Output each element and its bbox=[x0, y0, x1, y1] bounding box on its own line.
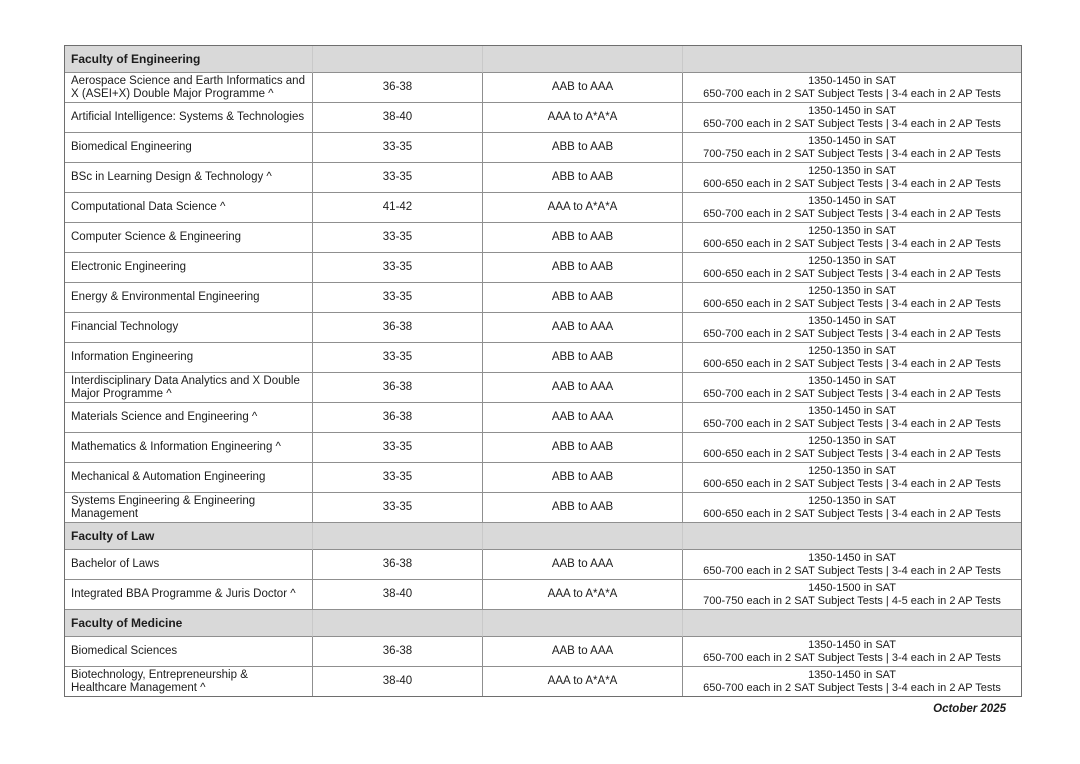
sat-score-line: 1350-1450 in SAT bbox=[808, 194, 896, 207]
sat-requirements-cell bbox=[683, 373, 1021, 403]
programme-row bbox=[65, 433, 1021, 463]
alevel-grades-cell: ABB to AAB bbox=[483, 433, 683, 463]
programme-name-cell: BSc in Learning Design & Technology ^ bbox=[65, 163, 313, 193]
sat-score-line: 1350-1450 in SAT bbox=[808, 404, 896, 417]
programme-row bbox=[65, 313, 1021, 343]
programme-name-cell: Financial Technology bbox=[65, 313, 313, 343]
sat-subject-ap-line: 650-700 each in 2 SAT Subject Tests | 3-4 each in 2 AP Tests bbox=[703, 417, 1001, 430]
sat-subject-ap-line: 650-700 each in 2 SAT Subject Tests | 3-4 each in 2 AP Tests bbox=[703, 651, 1001, 664]
sat-subject-ap-line: 650-700 each in 2 SAT Subject Tests | 3-4 each in 2 AP Tests bbox=[703, 87, 1001, 100]
ib-score-cell: 33-35 bbox=[313, 163, 483, 193]
sat-subject-ap-line: 700-750 each in 2 SAT Subject Tests | 3-4 each in 2 AP Tests bbox=[703, 147, 1001, 160]
alevel-grades-cell: AAA to A*A*A bbox=[483, 193, 683, 223]
faculty-empty-cell bbox=[483, 610, 683, 637]
sat-score-line: 1250-1350 in SAT bbox=[808, 494, 896, 507]
sat-subject-ap-line: 650-700 each in 2 SAT Subject Tests | 3-4 each in 2 AP Tests bbox=[703, 681, 1001, 694]
alevel-grades-cell: ABB to AAB bbox=[483, 253, 683, 283]
alevel-grades-cell: ABB to AAB bbox=[483, 223, 683, 253]
alevel-grades-cell: ABB to AAB bbox=[483, 343, 683, 373]
sat-score-line: 1250-1350 in SAT bbox=[808, 344, 896, 357]
ib-score-cell: 36-38 bbox=[313, 403, 483, 433]
programme-row bbox=[65, 373, 1021, 403]
programme-row bbox=[65, 283, 1021, 313]
alevel-grades-cell: ABB to AAB bbox=[483, 283, 683, 313]
ib-score-cell: 38-40 bbox=[313, 103, 483, 133]
alevel-grades-cell: AAB to AAA bbox=[483, 373, 683, 403]
faculty-empty-cell bbox=[683, 523, 1021, 550]
faculty-empty-cell bbox=[313, 523, 483, 550]
sat-subject-ap-line: 600-650 each in 2 SAT Subject Tests | 3-4 each in 2 AP Tests bbox=[703, 177, 1001, 190]
ib-score-cell: 36-38 bbox=[313, 73, 483, 103]
programme-name-cell: Mechanical & Automation Engineering bbox=[65, 463, 313, 493]
programme-name-cell: Biomedical Sciences bbox=[65, 637, 313, 667]
sat-requirements-cell bbox=[683, 637, 1021, 667]
sat-requirements-cell bbox=[683, 313, 1021, 343]
alevel-grades-cell: AAB to AAA bbox=[483, 637, 683, 667]
programme-name-cell: Energy & Environmental Engineering bbox=[65, 283, 313, 313]
sat-score-line: 1250-1350 in SAT bbox=[808, 464, 896, 477]
programme-name-cell: Biomedical Engineering bbox=[65, 133, 313, 163]
ib-score-cell: 33-35 bbox=[313, 343, 483, 373]
alevel-grades-cell: ABB to AAB bbox=[483, 133, 683, 163]
programme-row bbox=[65, 223, 1021, 253]
programme-name-cell: Computational Data Science ^ bbox=[65, 193, 313, 223]
sat-subject-ap-line: 700-750 each in 2 SAT Subject Tests | 4-5 each in 2 AP Tests bbox=[703, 594, 1001, 607]
alevel-grades-cell: AAA to A*A*A bbox=[483, 667, 683, 696]
ib-score-cell: 41-42 bbox=[313, 193, 483, 223]
sat-score-line: 1250-1350 in SAT bbox=[808, 164, 896, 177]
faculty-section-row bbox=[65, 46, 1021, 73]
sat-score-line: 1250-1350 in SAT bbox=[808, 284, 896, 297]
sat-subject-ap-line: 600-650 each in 2 SAT Subject Tests | 3-4 each in 2 AP Tests bbox=[703, 237, 1001, 250]
ib-score-cell: 33-35 bbox=[313, 253, 483, 283]
sat-requirements-cell bbox=[683, 433, 1021, 463]
programme-name-cell: Bachelor of Laws bbox=[65, 550, 313, 580]
faculty-section-title: Faculty of Engineering bbox=[65, 46, 313, 73]
sat-subject-ap-line: 600-650 each in 2 SAT Subject Tests | 3-4 each in 2 AP Tests bbox=[703, 357, 1001, 370]
sat-subject-ap-line: 650-700 each in 2 SAT Subject Tests | 3-4 each in 2 AP Tests bbox=[703, 327, 1001, 340]
programme-row bbox=[65, 637, 1021, 667]
sat-score-line: 1350-1450 in SAT bbox=[808, 551, 896, 564]
programme-name-cell: Artificial Intelligence: Systems & Technologies bbox=[65, 103, 313, 133]
faculty-section-row bbox=[65, 523, 1021, 550]
sat-score-line: 1250-1350 in SAT bbox=[808, 254, 896, 267]
sat-subject-ap-line: 650-700 each in 2 SAT Subject Tests | 3-4 each in 2 AP Tests bbox=[703, 117, 1001, 130]
programme-name-cell: Integrated BBA Programme & Juris Doctor ^ bbox=[65, 580, 313, 610]
programme-name-cell: Information Engineering bbox=[65, 343, 313, 373]
programme-name-cell: Computer Science & Engineering bbox=[65, 223, 313, 253]
sat-requirements-cell bbox=[683, 493, 1021, 523]
sat-requirements-cell bbox=[683, 550, 1021, 580]
programme-row bbox=[65, 163, 1021, 193]
sat-score-line: 1350-1450 in SAT bbox=[808, 314, 896, 327]
faculty-empty-cell bbox=[683, 610, 1021, 637]
sat-requirements-cell bbox=[683, 73, 1021, 103]
programme-name-cell: Interdisciplinary Data Analytics and X Double Major Programme ^ bbox=[65, 373, 313, 403]
ib-score-cell: 38-40 bbox=[313, 580, 483, 610]
sat-requirements-cell bbox=[683, 283, 1021, 313]
programme-name-cell: Electronic Engineering bbox=[65, 253, 313, 283]
sat-score-line: 1350-1450 in SAT bbox=[808, 638, 896, 651]
programme-row bbox=[65, 103, 1021, 133]
programme-name-cell: Aerospace Science and Earth Informatics and X (ASEI+X) Double Major Programme ^ bbox=[65, 73, 313, 103]
ib-score-cell: 33-35 bbox=[313, 223, 483, 253]
ib-score-cell: 38-40 bbox=[313, 667, 483, 696]
ib-score-cell: 36-38 bbox=[313, 550, 483, 580]
sat-subject-ap-line: 650-700 each in 2 SAT Subject Tests | 3-4 each in 2 AP Tests bbox=[703, 564, 1001, 577]
sat-requirements-cell bbox=[683, 343, 1021, 373]
programme-row bbox=[65, 493, 1021, 523]
alevel-grades-cell: AAB to AAA bbox=[483, 550, 683, 580]
faculty-section-title: Faculty of Medicine bbox=[65, 610, 313, 637]
programme-name-cell: Mathematics & Information Engineering ^ bbox=[65, 433, 313, 463]
sat-subject-ap-line: 650-700 each in 2 SAT Subject Tests | 3-4 each in 2 AP Tests bbox=[703, 207, 1001, 220]
faculty-empty-cell bbox=[483, 523, 683, 550]
sat-subject-ap-line: 600-650 each in 2 SAT Subject Tests | 3-4 each in 2 AP Tests bbox=[703, 447, 1001, 460]
footer-date: October 2025 bbox=[933, 703, 1006, 715]
alevel-grades-cell: ABB to AAB bbox=[483, 163, 683, 193]
sat-subject-ap-line: 650-700 each in 2 SAT Subject Tests | 3-4 each in 2 AP Tests bbox=[703, 387, 1001, 400]
programme-row bbox=[65, 133, 1021, 163]
sat-requirements-cell bbox=[683, 163, 1021, 193]
programme-name-cell: Systems Engineering & Engineering Management bbox=[65, 493, 313, 523]
sat-score-line: 1250-1350 in SAT bbox=[808, 434, 896, 447]
alevel-grades-cell: AAB to AAA bbox=[483, 313, 683, 343]
sat-requirements-cell bbox=[683, 133, 1021, 163]
sat-score-line: 1250-1350 in SAT bbox=[808, 224, 896, 237]
sat-requirements-cell bbox=[683, 223, 1021, 253]
sat-subject-ap-line: 600-650 each in 2 SAT Subject Tests | 3-4 each in 2 AP Tests bbox=[703, 507, 1001, 520]
ib-score-cell: 33-35 bbox=[313, 463, 483, 493]
sat-score-line: 1350-1450 in SAT bbox=[808, 74, 896, 87]
alevel-grades-cell: AAA to A*A*A bbox=[483, 580, 683, 610]
programme-row bbox=[65, 343, 1021, 373]
sat-requirements-cell bbox=[683, 580, 1021, 610]
programme-name-cell: Materials Science and Engineering ^ bbox=[65, 403, 313, 433]
faculty-section-title: Faculty of Law bbox=[65, 523, 313, 550]
sat-score-line: 1450-1500 in SAT bbox=[808, 581, 896, 594]
sat-requirements-cell bbox=[683, 403, 1021, 433]
sat-requirements-cell bbox=[683, 253, 1021, 283]
ib-score-cell: 36-38 bbox=[313, 373, 483, 403]
admissions-requirements-table bbox=[64, 45, 1022, 697]
sat-score-line: 1350-1450 in SAT bbox=[808, 374, 896, 387]
faculty-section-row bbox=[65, 610, 1021, 637]
faculty-empty-cell bbox=[313, 610, 483, 637]
alevel-grades-cell: ABB to AAB bbox=[483, 493, 683, 523]
sat-subject-ap-line: 600-650 each in 2 SAT Subject Tests | 3-4 each in 2 AP Tests bbox=[703, 297, 1001, 310]
sat-score-line: 1350-1450 in SAT bbox=[808, 104, 896, 117]
alevel-grades-cell: AAB to AAA bbox=[483, 403, 683, 433]
sat-score-line: 1350-1450 in SAT bbox=[808, 668, 896, 681]
ib-score-cell: 36-38 bbox=[313, 637, 483, 667]
alevel-grades-cell: ABB to AAB bbox=[483, 463, 683, 493]
ib-score-cell: 36-38 bbox=[313, 313, 483, 343]
programme-row bbox=[65, 73, 1021, 103]
faculty-empty-cell bbox=[683, 46, 1021, 73]
sat-score-line: 1350-1450 in SAT bbox=[808, 134, 896, 147]
alevel-grades-cell: AAA to A*A*A bbox=[483, 103, 683, 133]
programme-name-cell: Biotechnology, Entrepreneurship & Healthcare Management ^ bbox=[65, 667, 313, 696]
ib-score-cell: 33-35 bbox=[313, 433, 483, 463]
ib-score-cell: 33-35 bbox=[313, 493, 483, 523]
programme-row bbox=[65, 403, 1021, 433]
programme-row bbox=[65, 580, 1021, 610]
ib-score-cell: 33-35 bbox=[313, 133, 483, 163]
faculty-empty-cell bbox=[313, 46, 483, 73]
alevel-grades-cell: AAB to AAA bbox=[483, 73, 683, 103]
sat-requirements-cell bbox=[683, 667, 1021, 696]
programme-row bbox=[65, 463, 1021, 493]
faculty-empty-cell bbox=[483, 46, 683, 73]
table-body bbox=[65, 46, 1021, 696]
sat-requirements-cell bbox=[683, 463, 1021, 493]
programme-row bbox=[65, 193, 1021, 223]
sat-subject-ap-line: 600-650 each in 2 SAT Subject Tests | 3-4 each in 2 AP Tests bbox=[703, 477, 1001, 490]
sat-requirements-cell bbox=[683, 193, 1021, 223]
sat-subject-ap-line: 600-650 each in 2 SAT Subject Tests | 3-4 each in 2 AP Tests bbox=[703, 267, 1001, 280]
programme-row bbox=[65, 253, 1021, 283]
sat-requirements-cell bbox=[683, 103, 1021, 133]
programme-row bbox=[65, 667, 1021, 696]
programme-row bbox=[65, 550, 1021, 580]
ib-score-cell: 33-35 bbox=[313, 283, 483, 313]
